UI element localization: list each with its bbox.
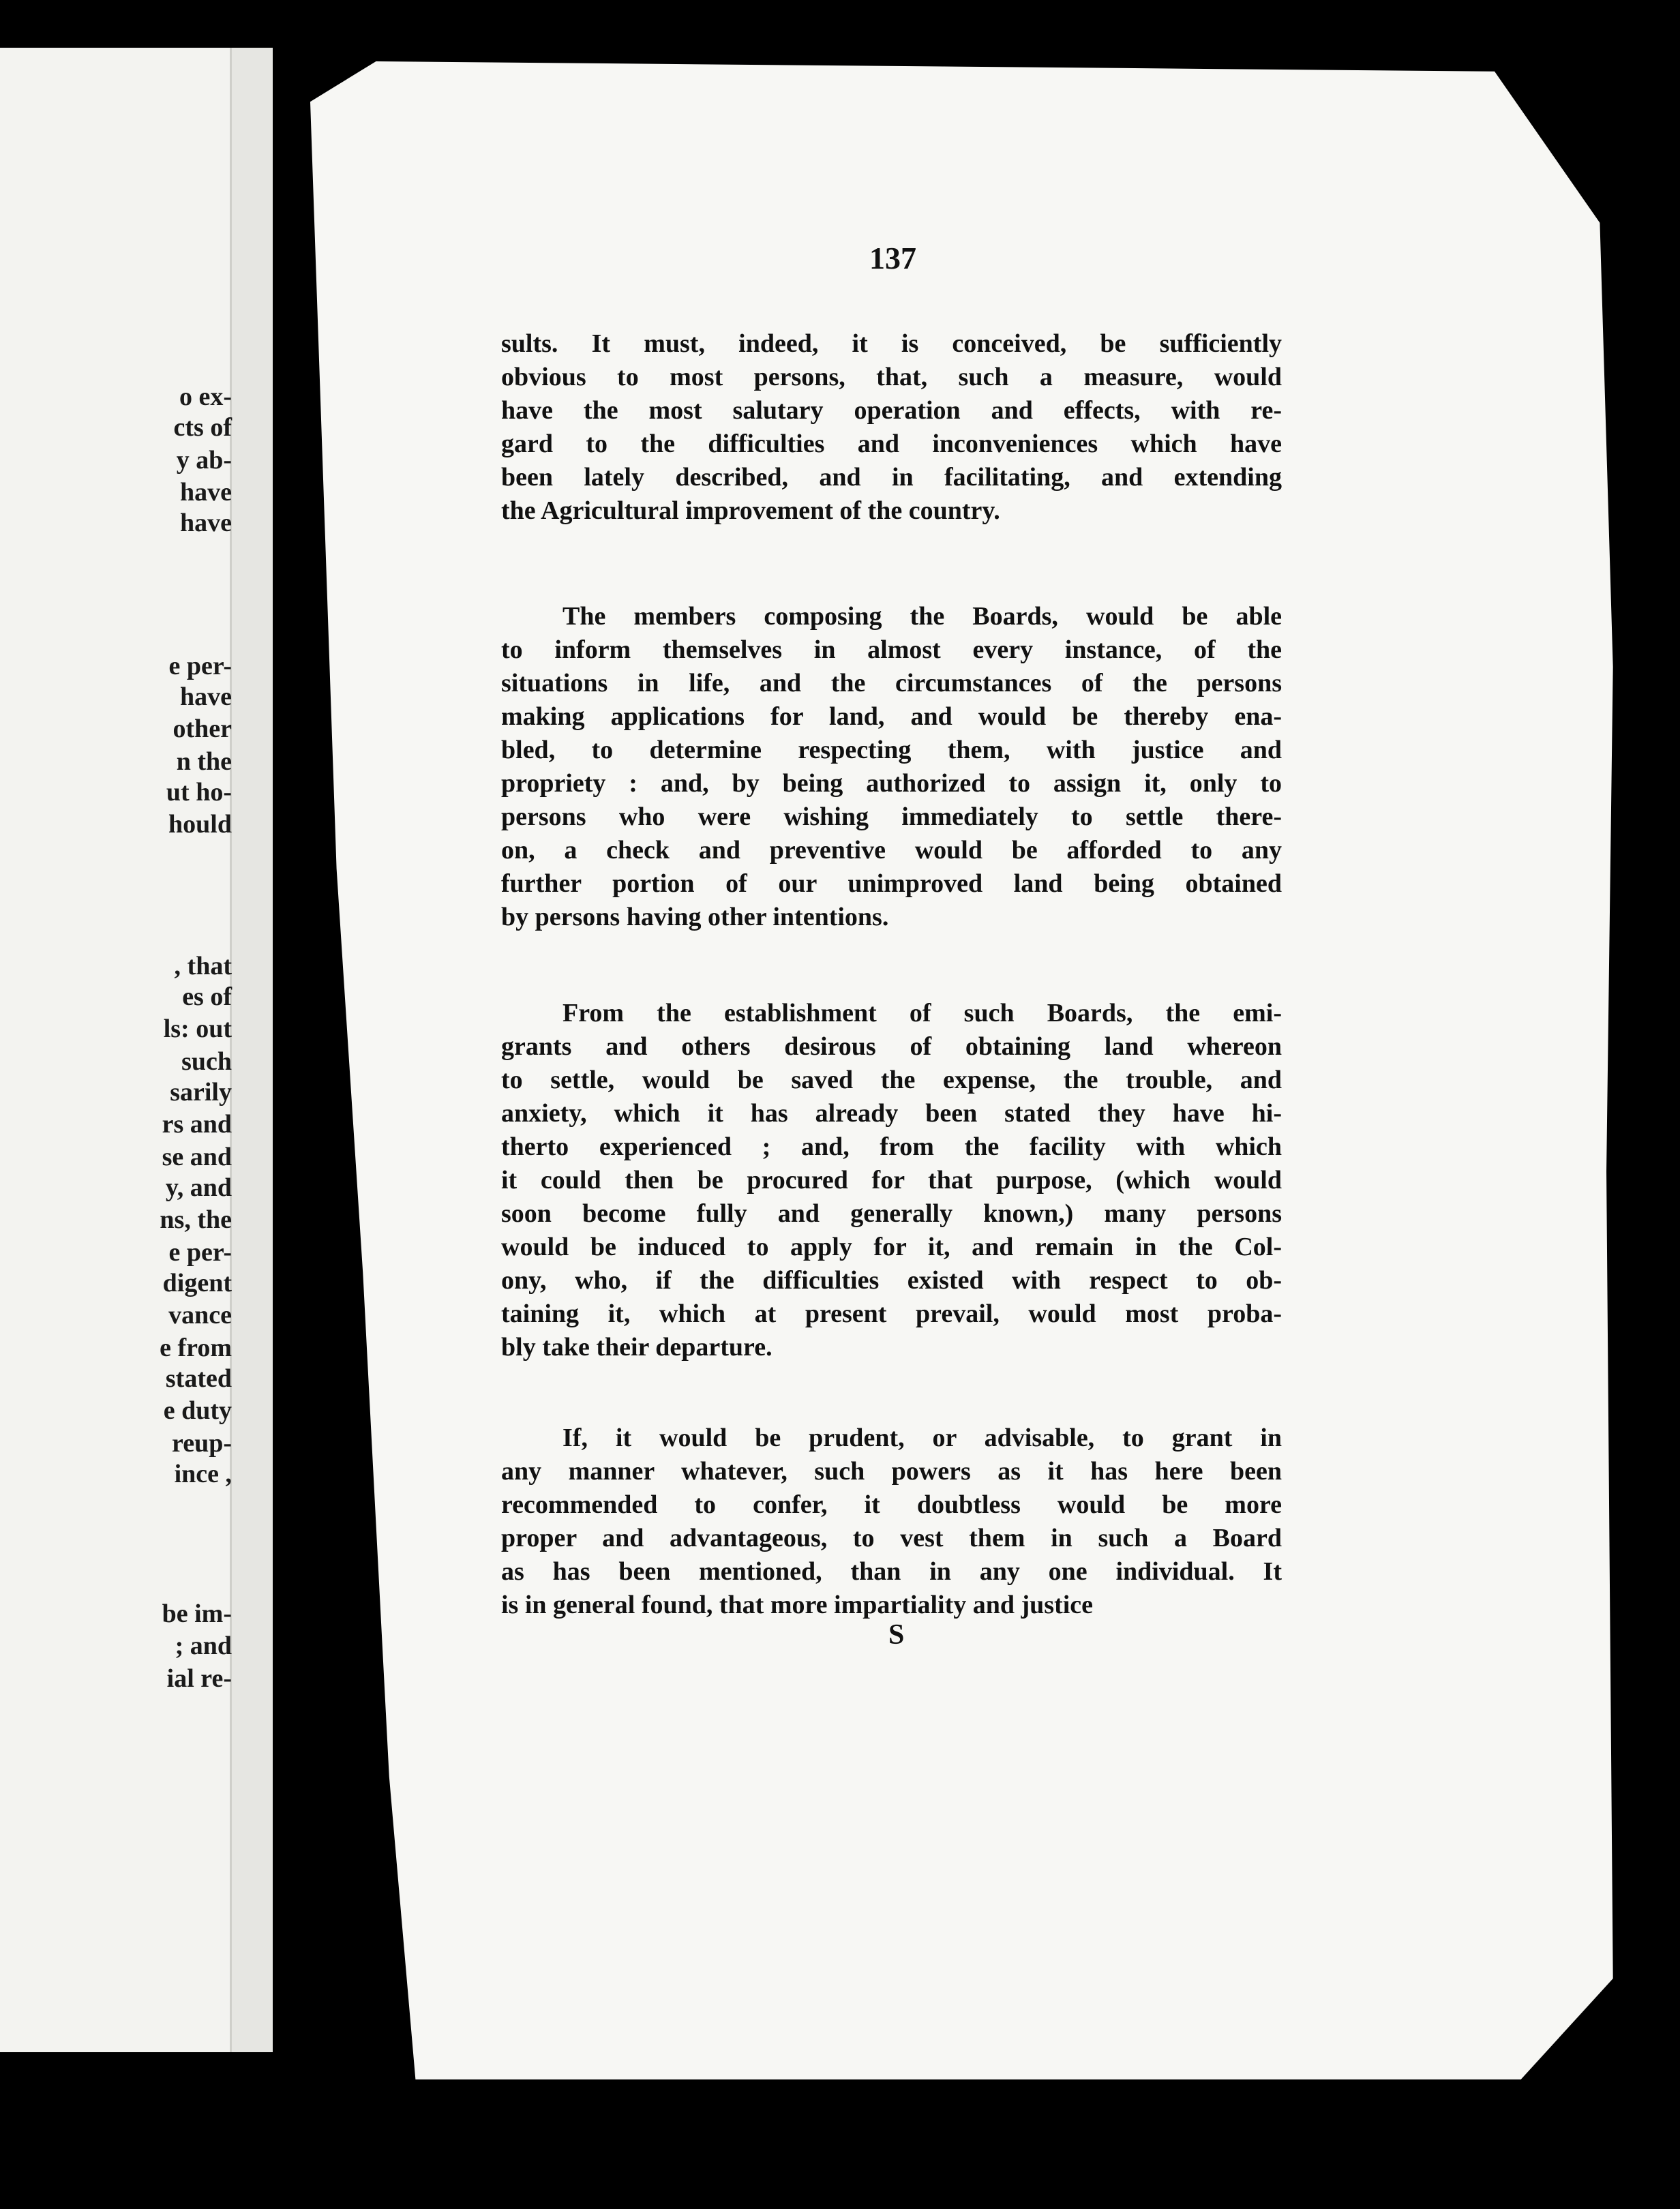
left-page-line: , that <box>174 952 232 980</box>
left-page-line: be im- <box>162 1599 232 1628</box>
text-line: further portion of our unimproved land being obtained <box>501 869 1282 898</box>
left-page-line: ls: out <box>163 1015 232 1043</box>
left-page-line: such <box>181 1047 232 1076</box>
text-line: recommended to confer, it doubtless would be more <box>501 1490 1282 1519</box>
page-number: 137 <box>869 241 916 275</box>
text-line: been lately described, and in facilitating, and extending <box>501 463 1282 492</box>
text-line: grants and others desirous of obtaining land whereon <box>501 1032 1282 1061</box>
text-line: gard to the difficulties and inconveniences which have <box>501 430 1282 458</box>
left-page-line: e per- <box>168 652 232 680</box>
left-page-line: cts of <box>173 413 232 442</box>
signature-mark: S <box>888 1619 905 1651</box>
text-line: the Agricultural improvement of the country. <box>501 496 1000 525</box>
left-page-line: y, and <box>165 1173 232 1202</box>
text-line: The members composing the Boards, would be able <box>562 602 1282 631</box>
text-line: soon become fully and generally known,) many persons <box>501 1199 1282 1228</box>
text-line: taining it, which at present prevail, would most proba- <box>501 1299 1282 1328</box>
text-line: on, a check and preventive would be afforded to any <box>501 836 1282 865</box>
text-line: situations in life, and the circumstances of the persons <box>501 669 1282 697</box>
left-page-line: ial re- <box>166 1664 232 1693</box>
paragraph <box>501 997 1282 1364</box>
text-line: persons who were wishing immediately to settle there- <box>501 802 1282 831</box>
left-page-line: e duty <box>163 1396 232 1425</box>
left-page-text <box>0 48 232 2052</box>
text-line: as has been mentioned, than in any one individual. It <box>501 1557 1282 1586</box>
text-line: propriety : and, by being authorized to assign it, only to <box>501 769 1282 798</box>
text-line: to inform themselves in almost every instance, of the <box>501 635 1282 664</box>
left-page-line: n the <box>176 747 232 776</box>
left-page-line: ; and <box>175 1632 232 1660</box>
text-line: sults. It must, indeed, it is conceived, be sufficiently <box>501 329 1282 358</box>
left-page-line: ince , <box>174 1460 232 1488</box>
text-line: have the most salutary operation and effects, with re- <box>501 396 1282 425</box>
text-line: making applications for land, and would be thereby ena- <box>501 702 1282 731</box>
text-line: by persons having other intentions. <box>501 903 889 931</box>
text-line: anxiety, which it has already been stated they have hi- <box>501 1099 1282 1128</box>
text-line: bly take their departure. <box>501 1333 772 1362</box>
left-page-line: have <box>180 509 232 537</box>
text-line: From the establishment of such Boards, the emi- <box>562 999 1282 1027</box>
text-line: ony, who, if the difficulties existed with respect to ob- <box>501 1266 1282 1295</box>
text-line: therto experienced ; and, from the facility with which <box>501 1132 1282 1161</box>
left-page-line: have <box>180 682 232 711</box>
left-page <box>0 48 273 2052</box>
left-page-line: ut ho- <box>166 778 232 807</box>
text-line: If, it would be prudent, or advisable, to grant in <box>562 1424 1282 1452</box>
left-page-line: digent <box>162 1269 232 1297</box>
left-page-line: e from <box>160 1334 232 1362</box>
left-page-line: ns, the <box>160 1205 232 1234</box>
left-page-line: o ex- <box>179 382 232 411</box>
left-page-line: rs and <box>162 1110 232 1139</box>
left-page-line: se and <box>162 1143 232 1171</box>
text-line: bled, to determine respecting them, with justice and <box>501 736 1282 764</box>
text-line: is in general found, that more impartiality and justice <box>501 1591 1094 1619</box>
paragraph <box>501 600 1282 934</box>
left-page-line: stated <box>165 1364 232 1393</box>
text-line: it could then be procured for that purpose, (which would <box>501 1166 1282 1194</box>
book-spine <box>230 48 273 2052</box>
left-page-line: hould <box>168 810 232 839</box>
text-line: any manner whatever, such powers as it has here been <box>501 1457 1282 1486</box>
left-page-line: es of <box>182 982 232 1011</box>
text-line: proper and advantageous, to vest them in such a Board <box>501 1524 1282 1552</box>
left-page-line: reup- <box>172 1429 232 1458</box>
left-page-line: sarily <box>170 1078 232 1107</box>
text-line: obvious to most persons, that, such a measure, would <box>501 363 1282 391</box>
left-page-line: other <box>172 715 232 743</box>
left-page-line: vance <box>168 1301 232 1329</box>
left-page-line: have <box>180 478 232 507</box>
text-line: to settle, would be saved the expense, the trouble, and <box>501 1066 1282 1094</box>
paragraph <box>501 1422 1282 1622</box>
left-page-line: y ab- <box>176 446 232 475</box>
left-page-line: e per- <box>168 1238 232 1267</box>
text-line: would be induced to apply for it, and remain in the Col- <box>501 1233 1282 1261</box>
paragraph <box>501 327 1282 528</box>
